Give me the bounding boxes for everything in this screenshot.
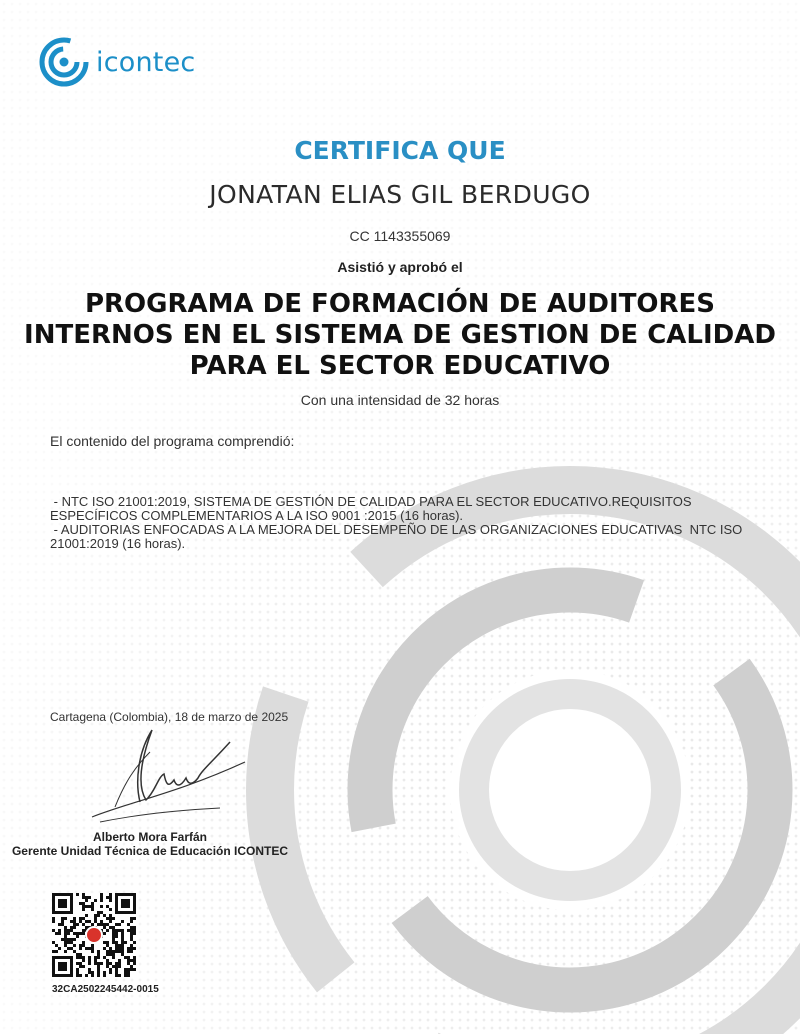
- icontec-concentric-circles-icon: [38, 36, 90, 88]
- certificate-code: 32CA2502245442-0015: [52, 984, 159, 995]
- signer-block: [0, 830, 300, 858]
- recipient-name: JONATAN ELIAS GIL BERDUGO: [209, 180, 591, 209]
- icontec-logo: [38, 36, 195, 88]
- list-item: - NTC ISO 21001:2019, SISTEMA DE GESTIÓN DE CALIDAD PARA EL SECTOR EDUCATIVO.REQUISITOS ESPECÍFICOS COMPLEMENTARIOS A LA ISO 9001 :2015 (16 horas).: [50, 494, 696, 523]
- content-list: [50, 495, 770, 551]
- place-and-date: Cartagena (Colombia), 18 de marzo de 2025: [50, 710, 289, 724]
- list-item: - AUDITORIAS ENFOCADAS A LA MEJORA DEL DESEMPEÑO DE LAS ORGANIZACIONES EDUCATIVAS NTC ISO 21001:2019 (16 horas).: [50, 522, 746, 551]
- content-intro: El contenido del programa comprendió:: [50, 433, 295, 449]
- program-title-line: INTERNOS EN EL SISTEMA DE GESTION DE CALIDAD: [24, 320, 776, 350]
- signature-image: [80, 722, 260, 832]
- signer-name: Alberto Mora Farfán: [92, 830, 207, 844]
- program-title: [0, 289, 800, 382]
- qr-code[interactable]: [52, 893, 136, 977]
- logo-wordmark: icontec: [96, 46, 196, 78]
- signer-title: Gerente Unidad Técnica de Educación ICONTEC: [11, 844, 289, 858]
- program-intensity: Con una intensidad de 32 horas: [300, 392, 500, 408]
- program-title-line: PARA EL SECTOR EDUCATIVO: [189, 351, 611, 381]
- certifica-heading: CERTIFICA QUE: [294, 136, 506, 165]
- recipient-id: CC 1143355069: [349, 228, 451, 244]
- program-title-line: PROGRAMA DE FORMACIÓN DE AUDITORES: [84, 289, 716, 319]
- attended-statement: Asistió y aprobó el: [337, 259, 463, 275]
